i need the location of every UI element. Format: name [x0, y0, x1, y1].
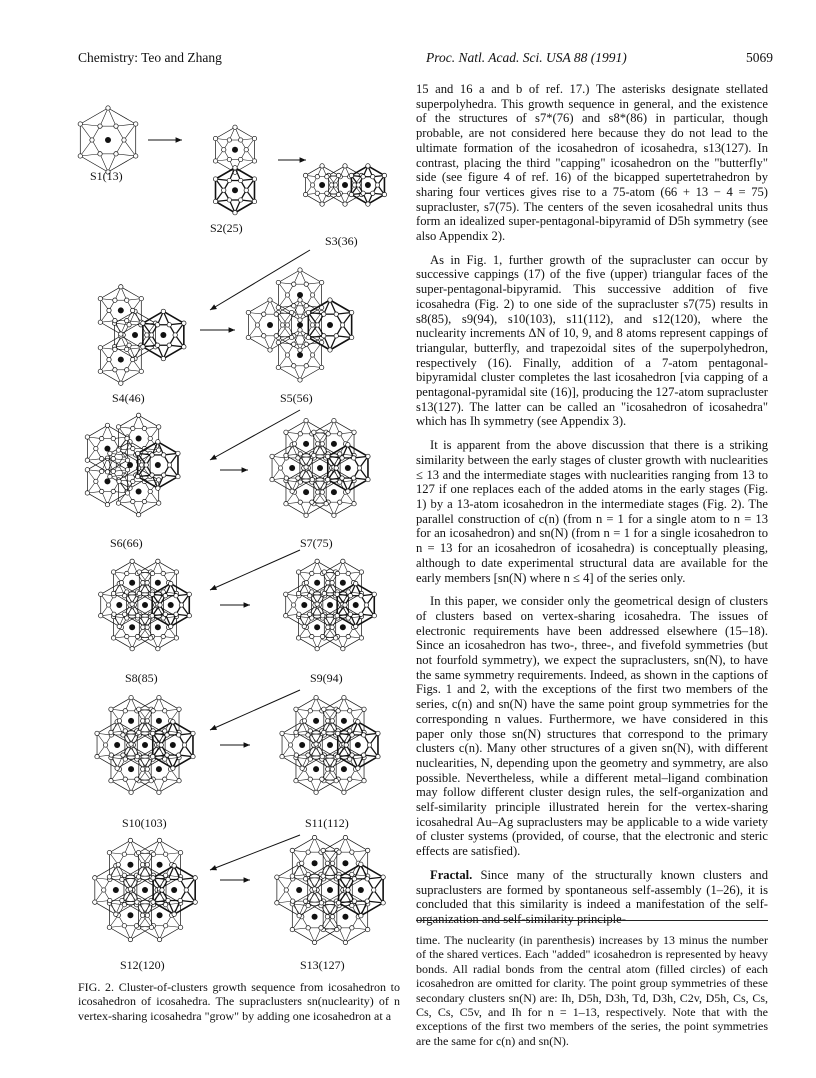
- panel-label: S9(94): [310, 671, 343, 685]
- cluster-panel-6: [85, 413, 180, 517]
- growth-arrow: [220, 877, 250, 882]
- paragraph-2: As in Fig. 1, further growth of the supracluster can occur by successive cappings (17) of the five (upper) triangular faces of the super-pentagonal-bipyramid. This successive addition of five icosahedra (Fig. 2) to one side of the supracluster s7(75) results in s8(85), s9(94), s10(103), s11(112), and s12(120), where the nuclearity increments ΔN of 10, 9, and 8 atoms represent cappings of triangular, butterfly, and trapezoidal sites of the superpolyhedron, respectively (16). Finally, addition of a 7-atom pentagonal-bipyramidal cluster completes the last icosahedron [via capping of a pentagonal-pyramidal site (16)], producing the 127-atom supracluster s13(127). The latter can be called an "icosahedron of icosahedra" which has Ih symmetry (see Appendix 3).: [416, 252, 768, 429]
- paragraph-5: [416, 868, 768, 927]
- cluster-panel-5: [246, 268, 354, 382]
- paragraph-5-body: Since many of the structurally known clusters and supraclusters are formed by spontaneous self-assembly (1–26), it is concluded that this similarity is indeed a manifestation of the self-organization and self-similarity principle-: [416, 867, 768, 926]
- cluster-panel-1: [78, 106, 138, 174]
- panel-label: S6(66): [110, 536, 143, 550]
- paragraph-3: It is apparent from the above discussion that there is a striking similarity between the early stages of cluster growth with nuclearities ≤ 13 and the intermediate stages with nuclearities ranging from 13 to 127 if one replaces each of the added atoms in the early stages (Fig. 1) by a 13-atom icosahedron in the intermediate stages (Fig. 2). The parallel construction of c(n) (from n = 1 for a single atom to n = 13 for an icosahedron) and sn(N) (from n = 1 for a single icosahedron to n = 13 for an icosahedron of icosahedra) is conceptually pleasing, although to date experimental structural data are available for the early members [sn(N) where n ≤ 4] of the series only.: [416, 438, 768, 585]
- panel-label: S13(127): [300, 958, 345, 972]
- growth-arrow: [210, 550, 300, 590]
- journal-citation: Proc. Natl. Acad. Sci. USA 88 (1991): [426, 50, 627, 65]
- cluster-panel-9: [284, 559, 377, 651]
- growth-arrow: [278, 157, 306, 162]
- right-column-text: [416, 82, 768, 927]
- panel-label: S8(85): [125, 671, 158, 685]
- running-head-authors: Chemistry: Teo and Zhang: [78, 50, 222, 65]
- footnote-rule: [416, 920, 768, 921]
- growth-arrow: [210, 250, 310, 310]
- figure-caption-continued: time. The nuclearity (in parenthesis) increases by 13 minus the number of the shared vertices. Each "added" icosahedron is represented by heavy bonds. All radial bonds from the central atom (filled circles) of each icosahedron are omitted for clarity. The point group symmetries of these secondary clusters sn(N) are: Ih, D5h, D3h, Td, D3h, C2v, D5h, Cs, Cs, Cs, Cs, C5v, and Ih for n = 1–13, respectively. Note that with the exceptions of the first two members of the series, the point symmetries are the same for c(n) and sn(N).: [416, 933, 768, 1048]
- panel-label: S12(120): [120, 958, 165, 972]
- panel-label: S11(112): [305, 816, 349, 830]
- figure-2-growth-sequence: [60, 80, 405, 970]
- growth-arrow: [220, 742, 250, 747]
- growth-arrow: [220, 602, 250, 607]
- figure-drawing: [60, 80, 405, 970]
- paragraph-4: In this paper, we consider only the geometrical design of clusters of clusters based on vertex-sharing icosahedra. The issues of electronic requirements have been addressed elsewhere (15–18). Since an icosahedron has two-, three-, and fivefold symmetries (but not fourfold symmetry), we expect the supraclusters, sn(N), to have the same symmetry requirements. Indeed, as shown in the captions of Figs. 1 and 2, with the exceptions of the first two members of the series, c(n) and sn(N) have the same point group symmetries for the corresponding n values. Furthermore, we have considered in this paper only those sn(N) structures that correspond to the primary clusters c(n). Many other structures of a given sn(N), with different nuclearities, N, depending upon the geometry and symmetry, are also possible. Nevertheless, while a different metal–ligand combination may follow different cluster design rules, the self-organization and self-similarity principle illustrated herein for the vertex-sharing icosahedral Au–Ag supraclusters may be applicable to a wide variety of cluster systems (provided, of course, that the electronic and steric effects are satisfied).: [416, 594, 768, 859]
- page-number: 5069: [746, 50, 773, 65]
- panel-label: S2(25): [210, 221, 243, 235]
- panel-label: S3(36): [325, 234, 358, 248]
- growth-arrow: [210, 690, 300, 730]
- cluster-panel-11: [280, 695, 380, 794]
- figure-caption: FIG. 2. Cluster-of-clusters growth sequence from icosahedron to icosahedron of icosahedra. The supraclusters sn(nuclearity) of n vertex-sharing icosahedra "grow" by adding one icosahedron at a: [78, 980, 400, 1023]
- growth-arrow: [210, 410, 300, 460]
- cluster-panel-8: [99, 559, 192, 651]
- panel-label: S1(13): [90, 169, 123, 183]
- cluster-panel-2: [213, 125, 256, 215]
- growth-arrow: [148, 137, 182, 142]
- cluster-panel-10: [95, 695, 195, 794]
- paragraph-1: 15 and 16 a and b of ref. 17.) The asterisks designate stellated superpolyhedra. This growth sequence in general, and the existence of the structures of s7*(76) and s8*(86) in particular, though probable, are not considered here because they do not lead to the ultimate formation of the icosahedron of icosahedra, s13(127). In contrast, placing the third "capping" icosahedron on the "butterfly" side (see figure 4 of ref. 16) of the bicapped supertetrahedron by sharing four vertices gives rise to a 75-atom (66 + 13 − 4 = 75) supracluster, s7(75). The centers of the seven icosahedral units thus form an idealized super-pentagonal-bipyramid of D5h symmetry (see also Appendix 2).: [416, 82, 768, 244]
- panel-label: S10(103): [122, 816, 167, 830]
- section-heading-fractal: Fractal.: [430, 867, 473, 882]
- panel-label: S7(75): [300, 536, 333, 550]
- panel-label: S4(46): [112, 391, 145, 405]
- growth-arrow: [200, 327, 235, 332]
- cluster-panel-3: [303, 164, 386, 207]
- growth-arrow: [210, 835, 300, 870]
- cluster-panel-12: [93, 838, 198, 941]
- cluster-panel-13: [275, 835, 386, 944]
- cluster-panel-4: [98, 285, 186, 386]
- panel-label: S5(56): [280, 391, 313, 405]
- growth-arrow: [220, 467, 248, 472]
- cluster-panel-7: [270, 418, 370, 517]
